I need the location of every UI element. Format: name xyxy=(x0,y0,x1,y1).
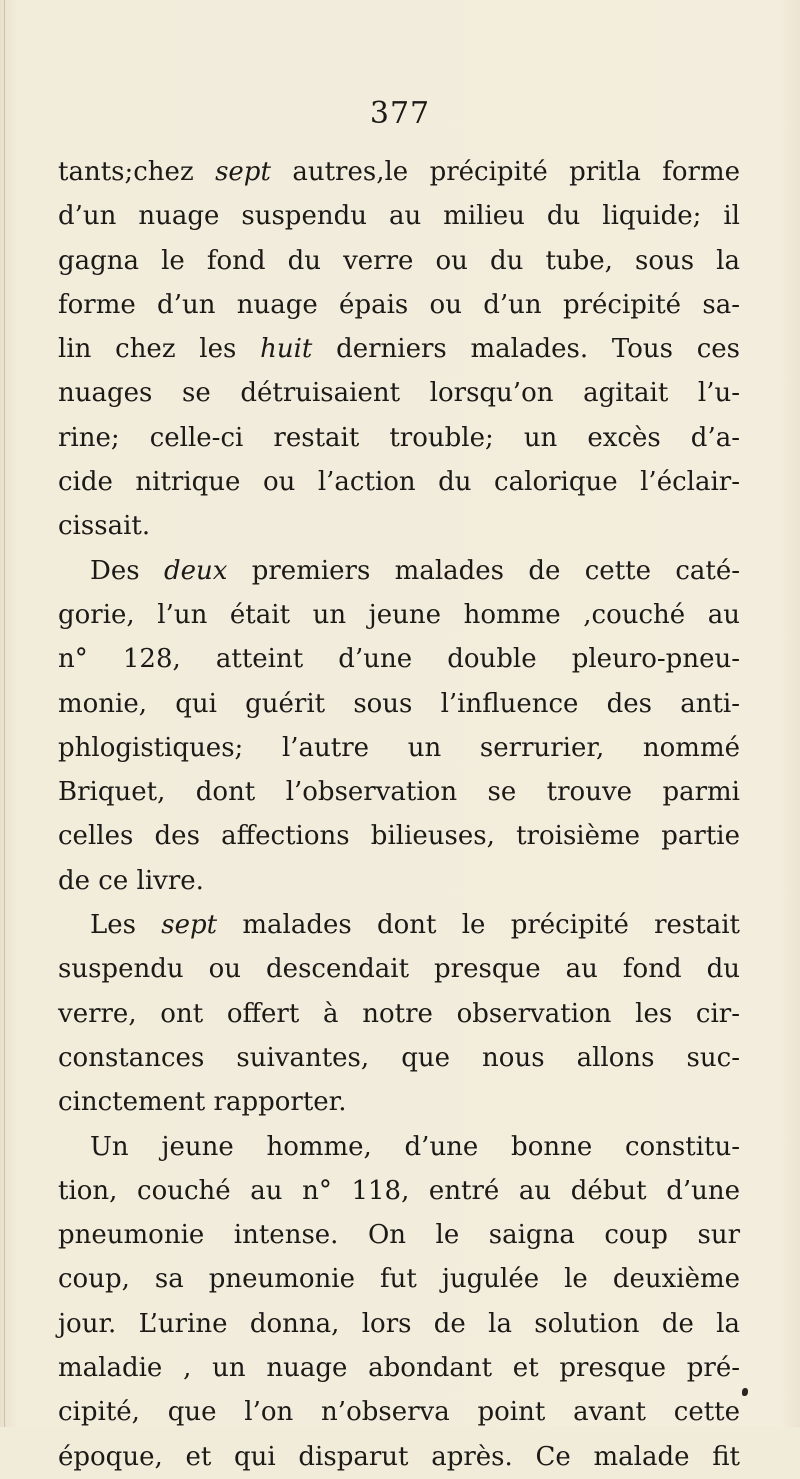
text-line: pneumonie intense. On le saigna coup sur xyxy=(58,1220,740,1251)
text-line: Briquet, dont l’observation se trouve parmi xyxy=(58,777,740,808)
paragraph-start-line: Des deux premiers malades de cette caté- xyxy=(90,555,741,586)
text-line: rine; celle-ci restait trouble; un excès d’a- xyxy=(58,422,740,453)
text-line: tants;chez sept autres,le précipité pritla forme xyxy=(58,157,740,187)
paragraph-start-line: Les sept malades dont le précipité restait xyxy=(90,910,740,941)
body-text xyxy=(58,150,740,1479)
text-line: cissait. xyxy=(58,511,151,542)
paragraph-start-line: Un jeune homme, d’une bonne constitu- xyxy=(90,1131,740,1162)
text-line: époque, et qui disparut après. Ce malade fit xyxy=(58,1441,740,1472)
text-line: constances suivantes, que nous allons suc- xyxy=(58,1042,740,1073)
page-number: 377 xyxy=(369,96,431,131)
text-line: coup, sa pneumonie fut jugulée le deuxième xyxy=(58,1264,740,1295)
text-line: de ce livre. xyxy=(58,865,204,896)
text-line: suspendu ou descendait presque au fond du xyxy=(58,954,740,985)
text-line: forme d’un nuage épais ou d’un précipité sa- xyxy=(58,289,740,320)
text-line: gorie, l’un était un jeune homme ,couché au xyxy=(58,599,740,630)
text-line: tion, couché au n° 118, entré au début d’une xyxy=(58,1175,740,1206)
text-line: d’un nuage suspendu au milieu du liquide; il xyxy=(58,201,740,232)
text-line: cide nitrique ou l’action du calorique l’éclair- xyxy=(58,467,740,498)
text-line: verre, ont offert à notre observation les cir- xyxy=(58,998,740,1029)
text-line: lin chez les huit derniers malades. Tous ces xyxy=(58,334,741,365)
text-line: monie, qui guérit sous l’influence des anti- xyxy=(58,688,740,719)
text-line: maladie , un nuage abondant et presque pré- xyxy=(58,1353,740,1384)
text-line: phlogistiques; l’autre un serrurier, nommé xyxy=(58,732,740,763)
text-line: cipité, que l’on n’observa point avant cette xyxy=(58,1397,740,1428)
text-line: jour. L’urine donna, lors de la solution de la xyxy=(58,1308,740,1339)
text-line: celles des affections bilieuses, troisième partie xyxy=(58,821,740,852)
text-line: n° 128, atteint d’une double pleuro-pneu- xyxy=(58,644,740,675)
text-line: cinctement rapporter. xyxy=(58,1087,347,1118)
text-line: gagna le fond du verre ou du tube, sous la xyxy=(58,245,740,276)
ink-speck xyxy=(742,1388,748,1396)
page-edge xyxy=(4,0,5,1427)
text-line: nuages se détruisaient lorsqu’on agitait l’u- xyxy=(58,378,740,409)
